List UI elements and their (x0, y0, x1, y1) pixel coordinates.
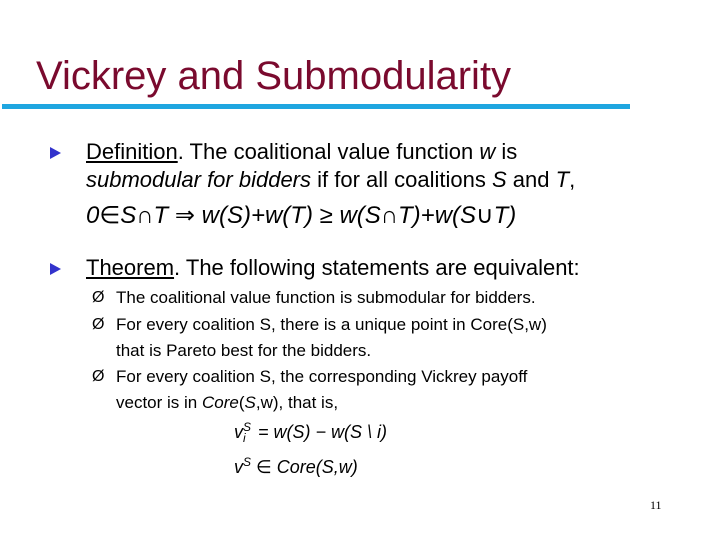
definition-T: T (555, 167, 570, 192)
theorem-text: . The following statements are equivalent: (174, 255, 580, 280)
arrow-bullet-icon: Ø (92, 368, 105, 385)
diamond-bullet-icon (48, 146, 62, 160)
arrow-bullet-icon: Ø (92, 289, 105, 306)
definition-term: Definition (86, 139, 178, 164)
definition-condition: if for all coalitions (311, 167, 492, 192)
vickrey-payoff-equation (234, 422, 387, 444)
theorem-item-2-line-2: that is Pareto best for the bidders. (116, 341, 372, 360)
eq1-sup: S (243, 420, 252, 435)
item3-core: Core (201, 393, 239, 412)
theorem-item-3-line-2 (116, 392, 338, 414)
eq2-rest: ∈ Core(S,w) (251, 457, 358, 477)
definition-and: and (506, 167, 556, 192)
title-underline-rule (2, 104, 630, 109)
diamond-bullet-icon (48, 262, 62, 276)
item3-S: S (244, 393, 256, 412)
definition-line-1 (86, 140, 517, 164)
eq1-sub: i (243, 431, 246, 446)
definition-text: . The coalitional value function (177, 139, 480, 164)
theorem-item-1: The coalitional value function is submodular for bidders. (116, 288, 536, 307)
eq1-rest: = w(S) − w(S \ i) (253, 422, 388, 442)
definition-submodular: submodular for bidders (86, 167, 312, 192)
eq1-v: v (234, 422, 243, 442)
arrow-bullet-icon: Ø (92, 316, 105, 333)
theorem-term: Theorem (86, 255, 175, 280)
eq2-v: v (234, 457, 243, 477)
definition-w: w (479, 139, 496, 164)
item3-text: vector is in (116, 393, 202, 412)
theorem-item-3-line-1: For every coalition S, the corresponding Vickrey payoff (116, 367, 528, 386)
slide-title: Vickrey and Submodularity (36, 54, 512, 98)
item3-end: ,w), that is, (255, 393, 339, 412)
eq2-sup: S (243, 455, 252, 469)
submodularity-formula: 0∈S∩T ⇒ w(S)+w(T) ≥ w(S∩T)+w(S∪T) (86, 202, 517, 229)
definition-line-2 (86, 168, 575, 192)
definition-comma: , (569, 167, 576, 192)
theorem-item-2-line-1: For every coalition S, there is a unique point in Core(S,w) (116, 315, 547, 334)
definition-is: is (495, 139, 518, 164)
definition-S: S (491, 167, 507, 192)
theorem-line (86, 256, 580, 280)
page-number: 11 (650, 498, 662, 512)
vickrey-core-membership (234, 455, 358, 478)
item3-paren: ( (238, 393, 245, 412)
